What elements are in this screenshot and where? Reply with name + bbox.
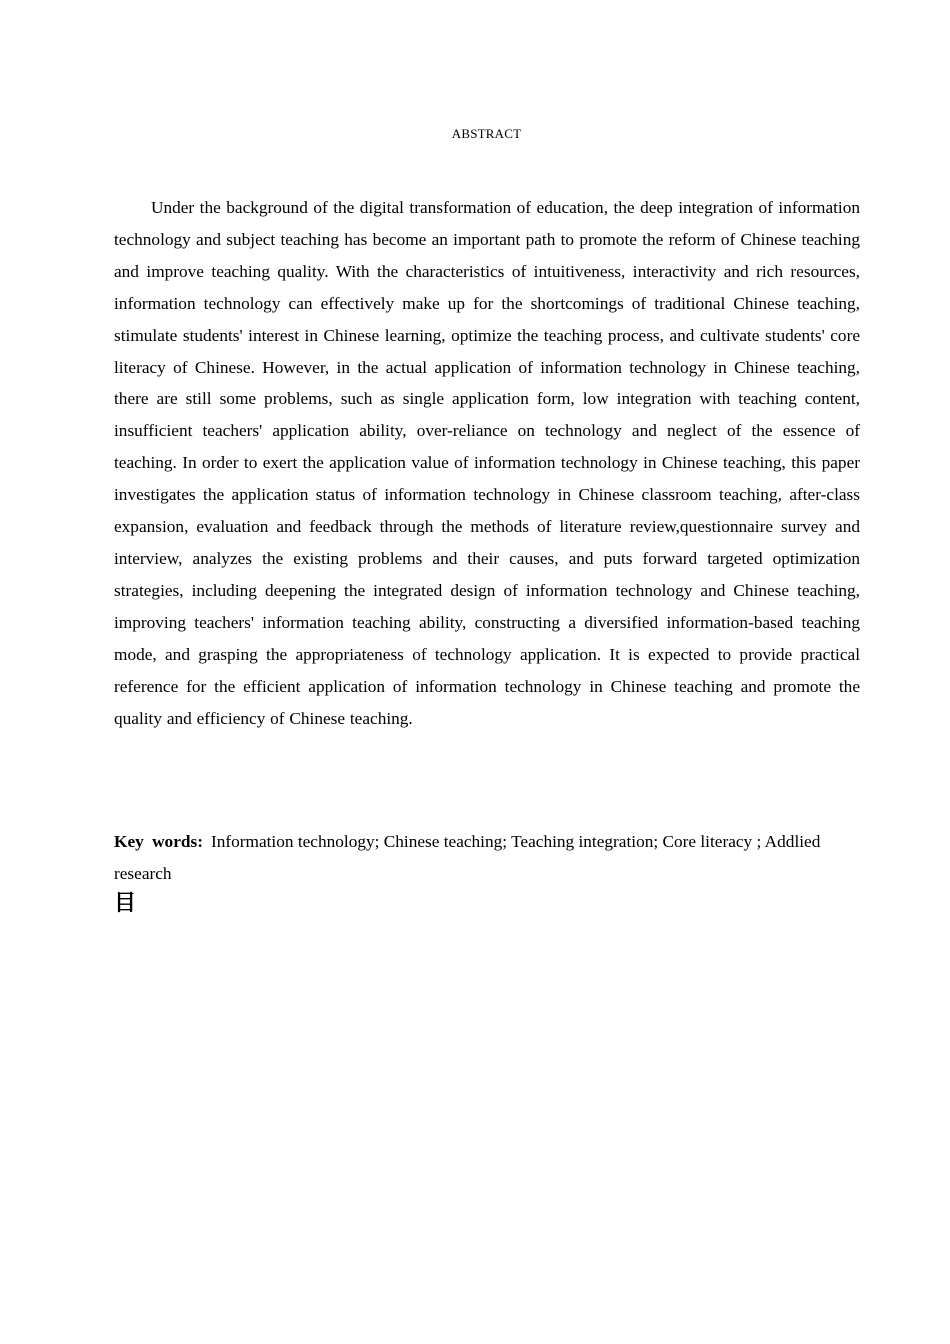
abstract-title: ABSTRACT	[451, 126, 522, 141]
keywords-text: Information technology; Chinese teaching; Teaching integration; Core literacy ; Addlied research	[114, 832, 821, 883]
keywords-line	[114, 826, 860, 890]
keywords-label: Key words:	[114, 832, 203, 851]
abstract-body: Under the background of the digital transformation of education, the deep integration of information technology and subject teaching has become an important path to promote the reform of Chinese teaching and improve teaching quality. With the characteristics of intuitiveness, interactivity and rich resources, information technology can effectively make up for the shortcomings of traditional Chinese teaching, stimulate students' interest in Chinese learning, optimize the teaching process, and cultivate students' core literacy of Chinese. However, in the actual application of information technology in Chinese teaching, there are still some problems, such as single application form, low integration with teaching content, insufficient teachers' application ability, over-reliance on technology and neglect of the essence of teaching. In order to exert the application value of information technology in Chinese teaching, this paper investigates the application status of information technology in Chinese classroom teaching, after-class expansion, evaluation and feedback through the methods of literature review,questionnaire survey and interview, analyzes the existing problems and their causes, and puts forward targeted optimization strategies, including deepening the integrated design of information technology and Chinese teaching, improving teachers' information teaching ability, constructing a diversified information-based teaching mode, and grasping the appropriateness of technology application. It is expected to provide practical reference for the efficient application of information technology in Chinese teaching and promote the quality and efficiency of Chinese teaching.	[114, 198, 860, 728]
table-of-contents-heading: 目	[114, 891, 137, 916]
